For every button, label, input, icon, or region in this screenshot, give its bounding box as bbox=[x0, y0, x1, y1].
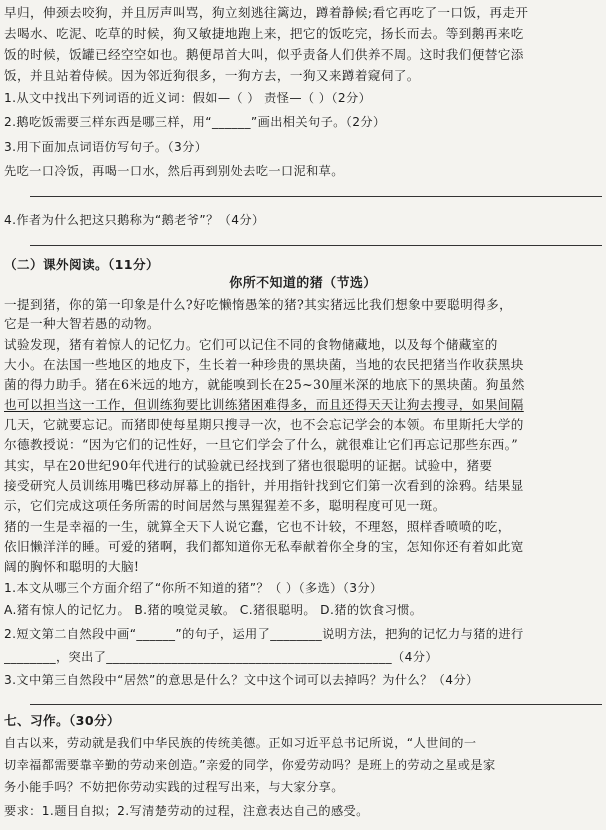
passage-line: 试验发现，猪有着惊人的记忆力。它们可以记住不同的食物储藏地，以及每个储藏室的 bbox=[4, 337, 498, 352]
section-heading: （二）课外阅读。（11分） bbox=[4, 257, 159, 272]
passage-line: 示，它们完成这项任务所需的时间居然与黑猩猩差不多，聪明程度可见一斑。 bbox=[4, 498, 446, 513]
question-3: 3.文中第三自然段中“居然”的意思是什么？文中这个词可以去掉吗？为什么？（4分） bbox=[4, 673, 479, 687]
requirements: 要求：1.题目自拟；2.写清楚劳动的过程，注意表达自己的感受。 bbox=[4, 804, 369, 818]
question-2: 2.鹅吃饭需要三样东西是哪三样，用“______”画出相关句子。（2分） bbox=[4, 115, 386, 129]
passage-line: 早归，伸颈去咬狗，并且厉声叫骂，狗立刻逃往篱边，蹲着静候;看它再吃了一口饭，再走开 bbox=[4, 5, 529, 20]
question-1: 1.本文从哪三个方面介绍了“你所不知道的猪”？（ ）（多选）（3分） bbox=[4, 581, 383, 595]
prompt-line: 自古以来，劳动就是我们中华民族的传统美德。正如习近平总书记所说，“人世间的一 bbox=[4, 736, 477, 750]
answer-line bbox=[30, 196, 602, 197]
section-heading: 七、习作。（30分） bbox=[4, 713, 120, 728]
question-3: 3.用下面加点词语仿写句子。（3分） bbox=[4, 140, 208, 154]
question-2-continued: ________，突出了____________________________________________（4分） bbox=[4, 650, 438, 664]
passage-line: 饭的时候，饭罐已经空空如也。鹅便昂首大叫，似乎责备人们供养不周。这时我们便替它添 bbox=[4, 47, 524, 62]
prompt-line: 切幸福都需要靠辛勤的劳动来创造。”亲爱的同学，你爱劳动吗？是班上的劳动之星或是家 bbox=[4, 758, 496, 772]
question-4: 4.作者为什么把这只鹅称为“鹅老爷”？（4分） bbox=[4, 213, 265, 227]
passage-line: 去喝水、吃泥、吃草的时候，狗又敏捷地跑上来，把它的饭吃完，扬长而去。等到鹅再来吃 bbox=[4, 26, 524, 41]
passage-line: 几天，它就要忘记。而猪即使每星期只搜寻一次，也不会忘记学会的本领。布里斯托大学的 bbox=[4, 417, 524, 432]
passage-line: 尔德教授说：“因为它们的记性好，一旦它们学会了什么，就很难让它们再忘记那些东西。” bbox=[4, 437, 519, 452]
question-1-options: A.猪有惊人的记忆力。 B.猪的嗅觉灵敏。 C.猪很聪明。 D.猪的饮食习惯。 bbox=[4, 603, 423, 617]
passage-line: 猪的一生是幸福的一生，就算全天下人说它蠢，它也不计较，不理怒，照样香喷喷的吃， bbox=[4, 519, 511, 534]
answer-line bbox=[30, 704, 602, 705]
passage-line: 接受研究人员训练用嘴巴移动屏幕上的指针，并用指针找到它们第一次看到的涂鸦。结果显 bbox=[4, 478, 524, 493]
passage-line: 菌的得力助手。猪在6米远的地方，就能嗅到长在25~30厘米深的地底下的黑块菌。狗虽然 bbox=[4, 377, 525, 392]
passage-title: 你所不知道的猪（节选） bbox=[229, 276, 377, 291]
passage-line: 大小。在法国一些地区的地皮下，生长着一种珍贵的黑块菌，当地的农民把猪当作收获黑块 bbox=[4, 357, 524, 372]
passage-line: 其实，早在20世纪90年代进行的试验就已经找到了猪也很聪明的证据。试验中，猪要 bbox=[4, 458, 493, 473]
question-2: 2.短文第二自然段中画“______”的句子，运用了________说明方法，把狗的记忆力与猪的进行 bbox=[4, 627, 524, 641]
passage-line: 阔的胸怀和聪明的大脑! bbox=[4, 559, 140, 574]
passage-line: 依旧懒洋洋的睡。可爱的猪啊，我们都知道你无私奉献着你全身的宝，怎知你还有着如此宽 bbox=[4, 539, 524, 554]
prompt-line: 务小能手吗？不妨把你劳动实践的过程写出来，与大家分享。 bbox=[4, 780, 344, 794]
passage-line: 一提到猪，你的第一印象是什么?好吃懒惰愚笨的猪?其实猪远比我们想象中要聪明得多， bbox=[4, 297, 513, 312]
underlined-sentence: 也可以担当这一工作，但训练狗要比训练猪困难得多，而且还得天天让狗去搜寻，如果间隔 bbox=[4, 397, 524, 412]
question-1: 1.从文中找出下列词语的近义词：假如—（ ） 责怪—（ ）（2分） bbox=[4, 91, 372, 105]
answer-line bbox=[30, 245, 602, 246]
passage-line: 饭，并且站着侍候。因为邻近狗很多，一狗方去，一狗又来蹲着窥伺了。 bbox=[4, 68, 420, 83]
passage-line: 它是一种大智若愚的动物。 bbox=[4, 316, 160, 331]
question-3-sentence: 先吃一口冷饭，再喝一口水，然后再到别处去吃一口泥和草。 bbox=[4, 164, 344, 178]
